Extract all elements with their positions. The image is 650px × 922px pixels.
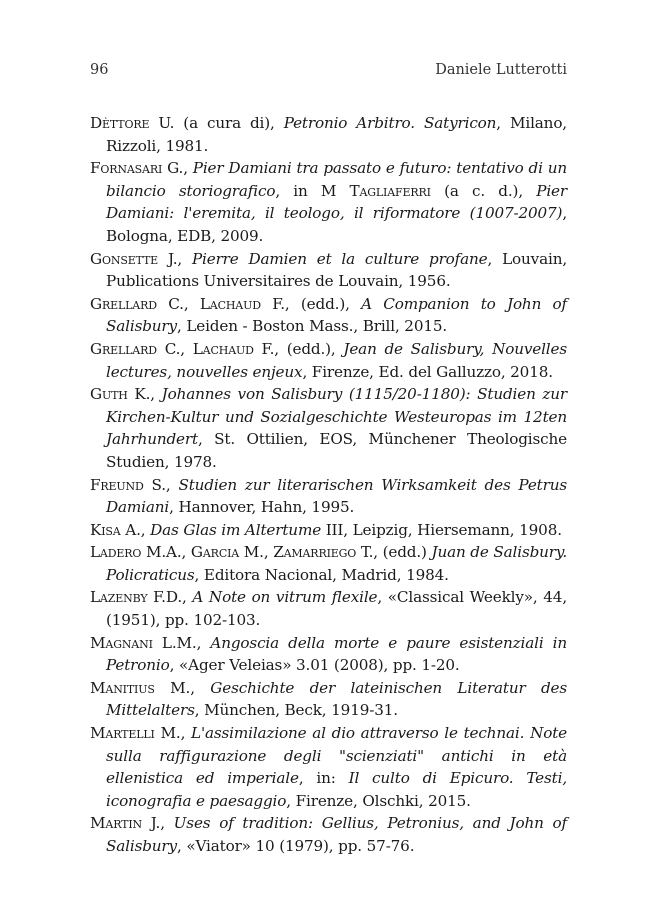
bibliography-entry: Gonsette J., Pierre Damien et la culture profane, Louvain, Publications Universitaires de Louvain, 1956. <box>90 249 567 291</box>
entry-author: Martin <box>90 814 142 833</box>
bibliography-entry: Fornasari G., Pier Damiani tra passato e futuro: tentativo di un bilancio storiografico, in M Tagliaferri (a c. d.), Pier Damiani: l'eremita, il teologo, il riformatore (1007-2007), Bologna, EDB, 2009. <box>90 159 567 245</box>
entry-author: Guth <box>90 385 128 404</box>
bibliography-entry: Ladero M.A., Garcia M., Zamarriego T., (edd.) Juan de Salisbury. Policraticus, Editora Nacional, Madrid, 1984. <box>90 543 568 584</box>
entry-author: Grellard <box>90 339 157 358</box>
page-number: 96 <box>90 62 109 78</box>
entry-title: Petronio Arbitro. Satyricon <box>283 114 497 132</box>
entry-author: Lazenby <box>90 588 148 607</box>
bibliography-entry: Guth K., Johannes von Salisbury (1115/20-1180): Studien zur Kirchen-Kultur und Sozialgeschichte Westeuropas im 12ten Jahrhundert, St. Ottilien, EOS, Münchener Theologische Studien, 1978. <box>90 385 567 471</box>
entry-title: Pierre Damien et la culture profane <box>191 249 488 268</box>
bibliography-entry: Lazenby F.D., A Note on vitrum flexile, «Classical Weekly», 44, (1951), pp. 102-103. <box>90 588 567 630</box>
entry-title: Jean de Salisbury, Nouvelles lectures, nouvelles enjeux <box>106 339 567 381</box>
bibliography-list <box>90 112 567 858</box>
bibliography-entry: Martelli M., L'assimilazione al dio attraverso le technai. Note sulla raffigurazione degli "scienziati" antichi in età ellenistica ed imperiale, in: Il culto di Epicuro. Testi, iconografia e paesaggio, Firenze, Olschki, 2015. <box>90 724 567 810</box>
bibliography-entry: Grellard C., Lachaud F., (edd.), Jean de Salisbury, Nouvelles lectures, nouvelles enjeux, Firenze, Ed. del Galluzzo, 2018. <box>90 339 567 381</box>
running-head-author: Daniele Lutterotti <box>435 62 567 78</box>
entry-author: Ladero <box>90 543 142 562</box>
entry-title: A Companion to John of Salisbury <box>106 294 567 336</box>
bibliography-entry: Freund S., Studien zur literarischen Wirksamkeit des Petrus Damiani, Hannover, Hahn, 1995. <box>90 475 567 517</box>
entry-author: Manitius <box>90 678 155 697</box>
entry-author: Kisa <box>90 520 121 539</box>
entry-title: Johannes von Salisbury (1115/20-1180): Studien zur Kirchen-Kultur und Sozialgeschichte Westeuropas im 12ten Jahrhundert <box>106 385 567 449</box>
entry-coauthor: Lachaud <box>199 294 261 313</box>
bibliography-entry: Dèttore U. (a cura di), Petronio Arbitro. Satyricon, Milano, Rizzoli, 1981. <box>90 114 567 155</box>
entry-title: Angoscia della morte e paure esistenziali in Petronio <box>106 633 567 675</box>
entry-editor: Tagliaferri <box>349 181 431 200</box>
entry-author: Gonsette <box>90 249 159 268</box>
bibliography-entry: Kisa A., Das Glas im Altertume III, Leipzig, Hiersemann, 1908. <box>90 520 562 539</box>
entry-author: Dèttore <box>90 114 150 132</box>
entry-title: Geschichte der lateinischen Literatur des Mittelalters <box>106 678 568 720</box>
entry-title: A Note on vitrum flexile <box>192 588 378 607</box>
entry-volume-title: Pier Damiani: l'eremita, il teologo, il riformatore (1007-2007) <box>106 181 567 223</box>
bibliography-entry: Grellard C., Lachaud F., (edd.), A Companion to John of Salisbury, Leiden - Boston Mass., Brill, 2015. <box>90 294 567 336</box>
bibliography-entry: Manitius M., Geschichte der lateinischen Literatur des Mittelalters, München, Beck, 1919-31. <box>90 678 568 720</box>
entry-coauthor: Lachaud <box>192 339 254 358</box>
entry-title: Studien zur literarischen Wirksamkeit des Petrus Damiani <box>106 475 567 517</box>
entry-coauthor: Zamarriego <box>273 543 357 562</box>
entry-title: Uses of tradition: Gellius, Petronius, and John of Salisbury <box>106 814 567 855</box>
bibliography-entry: Magnani L.M., Angoscia della morte e paure esistenziali in Petronio, «Ager Veleias» 3.01 (2008), pp. 1-20. <box>90 633 567 675</box>
entry-author: Magnani <box>90 633 153 652</box>
entry-title: Das Glas im Altertume <box>150 520 322 539</box>
entry-volume-title: Il culto di Epicuro. Testi, iconografia e paesaggio <box>106 769 567 810</box>
entry-title: Pier Damiani tra passato e futuro: tentativo di un bilancio storiografico <box>106 159 567 200</box>
entry-author: Martelli <box>90 724 155 743</box>
entry-author: Grellard <box>90 294 157 313</box>
entry-coauthor: Garcia <box>190 543 240 562</box>
bibliography-entry: Martin J., Uses of tradition: Gellius, Petronius, and John of Salisbury, «Viator» 10 (1979), pp. 57-76. <box>90 814 567 855</box>
entry-title: L'assimilazione al dio attraverso le technai. Note sulla raffigurazione degli "scienziati" antichi in età ellenistica ed imperiale <box>106 724 567 788</box>
entry-author: Fornasari <box>90 159 163 178</box>
entry-author: Freund <box>90 475 144 494</box>
entry-title: Juan de Salisbury. Policraticus <box>106 543 568 584</box>
